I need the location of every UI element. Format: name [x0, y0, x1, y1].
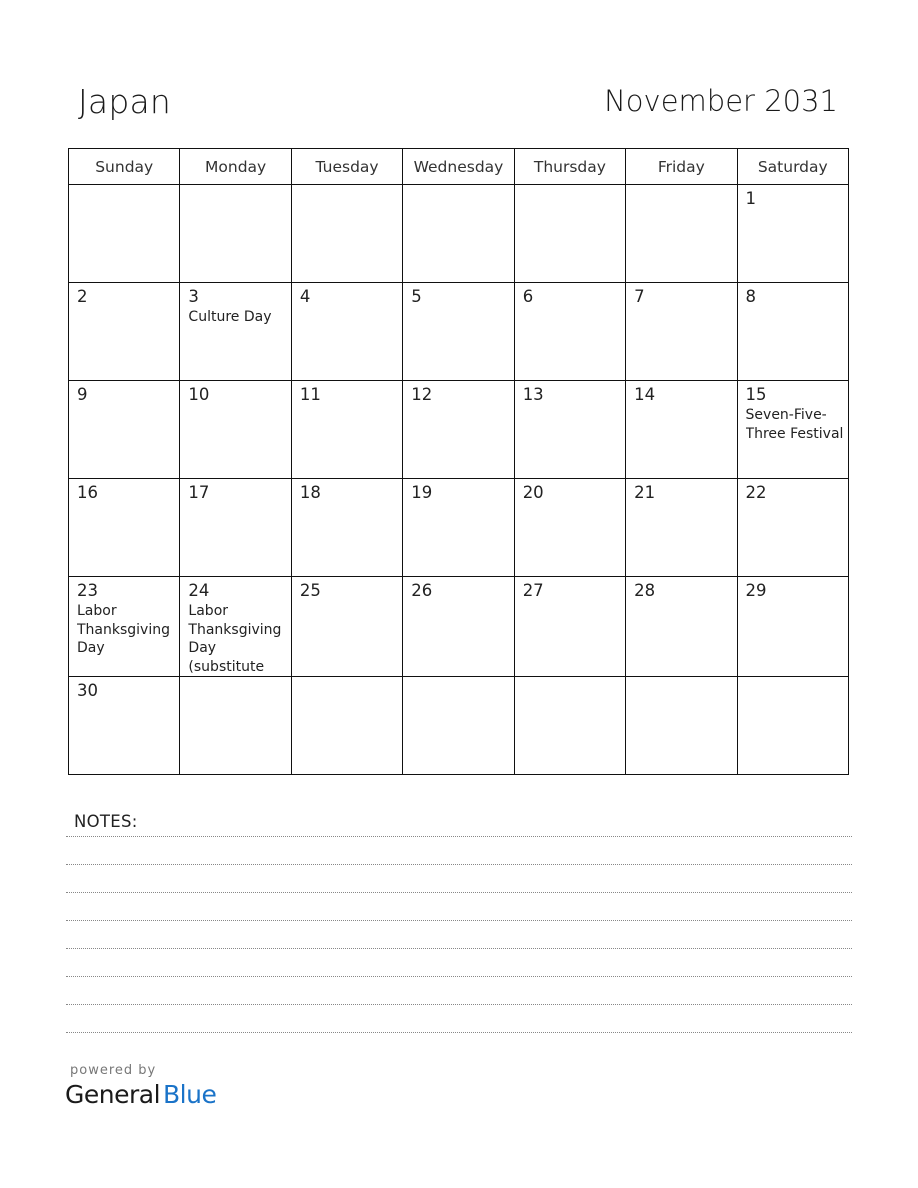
day-number: 8 [745, 287, 757, 306]
day-cell [291, 185, 402, 283]
notes-line [66, 1032, 852, 1033]
day-number: 26 [411, 581, 433, 600]
day-cell [626, 577, 737, 677]
notes-line [66, 976, 852, 977]
day-cell [626, 381, 737, 479]
day-number: 25 [299, 581, 321, 600]
day-cell [180, 185, 291, 283]
day-cell [291, 577, 402, 677]
notes-label: NOTES: [74, 812, 138, 831]
day-number: 19 [411, 483, 433, 502]
day-cell [180, 577, 291, 677]
day-number: 17 [188, 483, 210, 502]
day-number: 22 [745, 483, 767, 502]
holiday-label: Seven-Five-Three Festival [745, 407, 844, 442]
holiday-label: Culture Day [188, 309, 272, 325]
country-title: Japan [78, 82, 172, 121]
day-cell [737, 381, 848, 479]
day-cell [514, 283, 625, 381]
day-cell [737, 185, 848, 283]
day-cell [69, 479, 180, 577]
calendar-grid [68, 148, 849, 775]
day-cell [180, 479, 291, 577]
holiday-label: Labor Thanksgiving Day [77, 603, 170, 656]
day-cell [403, 677, 514, 775]
day-cell [737, 677, 848, 775]
day-cell [403, 185, 514, 283]
week-row [69, 577, 849, 677]
day-number: 12 [411, 385, 433, 404]
day-number: 14 [634, 385, 656, 404]
weekday-tuesday: Tuesday [291, 149, 402, 185]
notes-line [66, 864, 852, 865]
day-number: 4 [299, 287, 311, 306]
day-number: 2 [77, 287, 88, 306]
day-cell [180, 283, 291, 381]
day-cell [626, 677, 737, 775]
notes-line [66, 836, 852, 837]
day-number: 11 [299, 385, 321, 404]
generalblue-logo [65, 1080, 216, 1109]
week-row [69, 381, 849, 479]
week-row [69, 479, 849, 577]
powered-by-label: powered by [70, 1063, 157, 1078]
day-cell [291, 479, 402, 577]
day-cell [403, 479, 514, 577]
day-cell [737, 577, 848, 677]
day-cell [626, 185, 737, 283]
day-cell [514, 677, 625, 775]
day-cell [514, 185, 625, 283]
day-cell [291, 283, 402, 381]
day-cell [180, 677, 291, 775]
day-number: 21 [634, 483, 656, 502]
day-number: 20 [522, 483, 544, 502]
day-cell [737, 479, 848, 577]
weekday-header-row [69, 149, 849, 185]
day-number: 10 [188, 385, 210, 404]
notes-line [66, 892, 852, 893]
day-cell [626, 283, 737, 381]
weekday-wednesday: Wednesday [403, 149, 514, 185]
day-number: 5 [411, 287, 422, 306]
weekday-saturday: Saturday [737, 149, 848, 185]
day-number: 29 [745, 581, 767, 600]
day-cell [514, 381, 625, 479]
month-year-title: November 2031 [604, 84, 838, 118]
day-cell [69, 185, 180, 283]
week-row [69, 185, 849, 283]
week-row [69, 283, 849, 381]
notes-line [66, 1004, 852, 1005]
day-cell [514, 577, 625, 677]
weekday-monday: Monday [180, 149, 291, 185]
day-cell [403, 381, 514, 479]
day-number: 6 [522, 287, 534, 306]
day-cell [69, 283, 180, 381]
day-cell [69, 381, 180, 479]
day-number: 1 [745, 189, 757, 208]
day-cell [69, 677, 180, 775]
day-cell [291, 381, 402, 479]
day-cell [403, 283, 514, 381]
day-number: 13 [522, 385, 544, 404]
weekday-sunday: Sunday [69, 149, 180, 185]
day-number: 16 [77, 483, 98, 502]
holiday-label: Labor Thanksgiving Day (substitute [188, 603, 282, 675]
day-number: 28 [634, 581, 656, 600]
day-cell [291, 677, 402, 775]
day-number: 3 [188, 287, 199, 306]
brand-general-text: General [65, 1080, 161, 1109]
brand-blue-text: Blue [163, 1080, 217, 1109]
weekday-friday: Friday [626, 149, 737, 185]
notes-line [66, 948, 852, 949]
day-number: 9 [77, 385, 88, 404]
day-number: 30 [77, 681, 98, 700]
day-cell [403, 577, 514, 677]
day-number: 23 [77, 581, 98, 600]
day-cell [180, 381, 291, 479]
day-number: 27 [522, 581, 544, 600]
week-row [69, 677, 849, 775]
day-cell [514, 479, 625, 577]
day-number: 18 [299, 483, 321, 502]
day-cell [69, 577, 180, 677]
weekday-thursday: Thursday [514, 149, 625, 185]
notes-line [66, 920, 852, 921]
day-cell [626, 479, 737, 577]
day-number: 15 [745, 385, 767, 404]
day-cell [737, 283, 848, 381]
day-number: 7 [634, 287, 645, 306]
day-number: 24 [188, 581, 210, 600]
